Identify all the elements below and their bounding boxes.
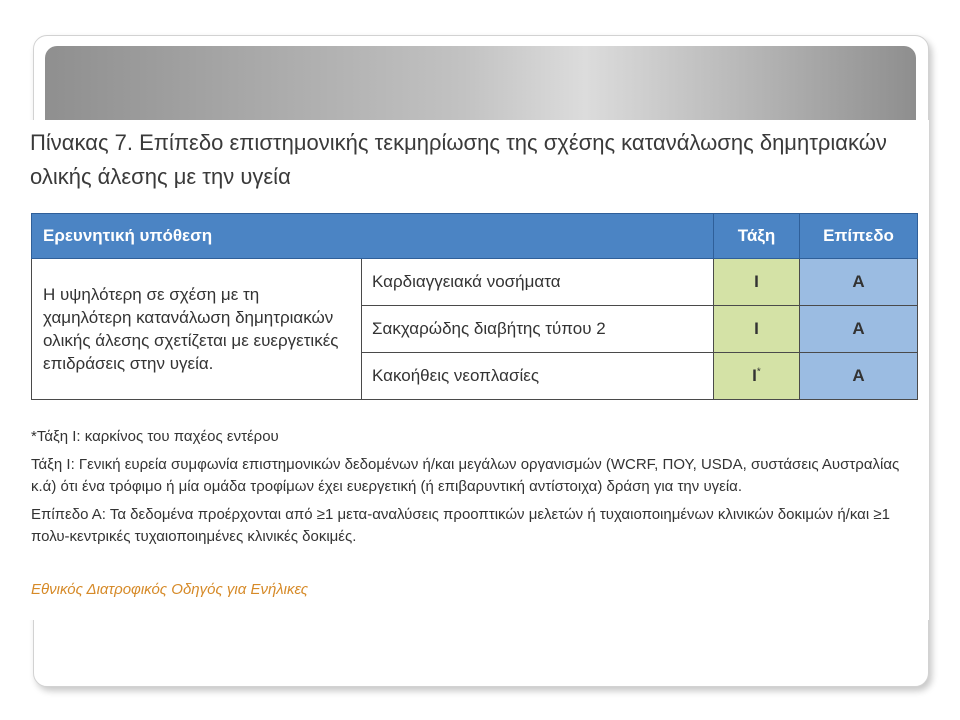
level-cell: A (800, 259, 918, 306)
level-cell: A (800, 306, 918, 353)
header-hypothesis: Ερευνητική υπόθεση (32, 214, 714, 259)
rank-cell (714, 306, 800, 353)
rank-value: I (754, 272, 759, 291)
footnote: *Τάξη I: καρκίνος του παχέος εντέρου (31, 428, 279, 445)
rank-definition: Τάξη I: Γενική ευρεία συμφωνία επιστημονικών δεδομένων ή/και μεγάλων οργανισμών (WCRF, ΠΟΥ, USDA, συστάσεις Αυστραλίας κ.ά) ότι ένα τρόφιμο ή μία ομάδα τροφίμων έχει ευεργετική (ή επιβαρυντική αντίστοιχα) δράση για την υγεία. (31, 456, 900, 495)
outcome-cell: Σακχαρώδης διαβήτης τύπου 2 (362, 306, 714, 353)
level-definition: Επίπεδο Α: Τα δεδομένα προέρχονται από ≥1 μετα-αναλύσεις προοπτικών μελετών ή τυχαιοποιημένων κλινικών δοκιμών ή/και ≥1 πολυ-κεντρικές τυχαιοποιημένες κλινικές δοκιμές. (31, 506, 890, 545)
level-cell: A (800, 353, 918, 400)
source-citation: Εθνικός Διατροφικός Οδηγός για Ενήλικες (31, 581, 308, 598)
hypothesis-cell: Η υψηλότερη σε σχέση με τη χαμηλότερη κατανάλωση δημητριακών ολικής άλεσης σχετίζεται με ευεργετικές επιδράσεις στην υγεία. (32, 259, 362, 400)
header-rank: Τάξη (714, 214, 800, 259)
slide-header-band (45, 46, 916, 126)
rank-note: * (756, 366, 761, 378)
document-image (21, 120, 929, 620)
outcome-cell: Καρδιαγγειακά νοσήματα (362, 259, 714, 306)
rank-value: I (754, 319, 759, 338)
table-row (32, 259, 918, 306)
table-header-row (32, 214, 918, 259)
table-notes (31, 426, 921, 554)
table-title: Πίνακας 7. Επίπεδο επιστημονικής τεκμηρίωσης της σχέσης κατανάλωσης δημητριακών ολικής άλεσης με την υγεία (30, 130, 887, 189)
evidence-table (31, 213, 918, 400)
outcome-cell: Κακοήθεις νεοπλασίες (362, 353, 714, 400)
rank-cell (714, 259, 800, 306)
rank-value: I (752, 366, 757, 385)
header-level: Επίπεδο (800, 214, 918, 259)
rank-cell (714, 353, 800, 400)
